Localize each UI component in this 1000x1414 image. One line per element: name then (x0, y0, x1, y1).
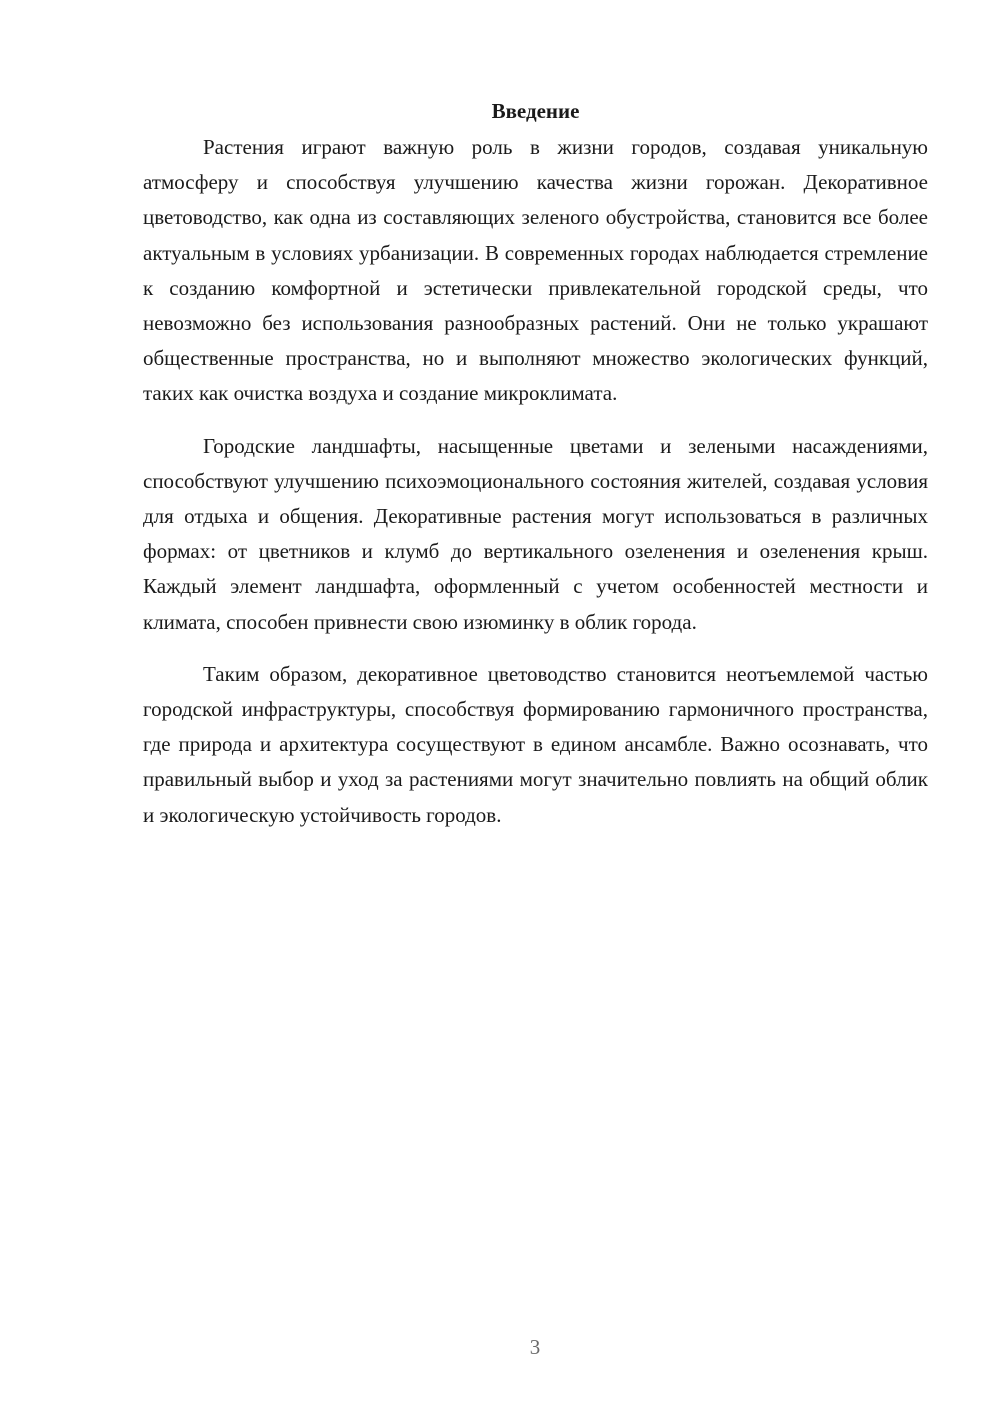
section-title: Введение (491, 99, 580, 123)
paragraph-2: Городские ландшафты, насыщенные цветами и зелеными насаждениями, способствуют улучшению психоэмоционального состояния жителей, создавая условия для отдыха и общения. Декоративные растения могут использоваться в различных формах: от цветников и клумб до вертикального озеленения и озеленения крыш. Каждый элемент ландшафта, оформленный с учетом особенностей местности и климата, способен привнести свою изюминку в облик города. (143, 433, 928, 634)
page-number: 3 (529, 1335, 541, 1359)
paragraph-1: Растения играют важную роль в жизни городов, создавая уникальную атмосферу и способствуя улучшению качества жизни горожан. Декоративное цветоводство, как одна из составляющих зеленого обустройства, становится все более актуальным в условиях урбанизации. В современных городах наблюдается стремление к созданию комфортной и эстетически привлекательной городской среды, что невозможно без использования разнообразных растений. Они не только украшают общественные пространства, но и выполняют множество экологических функций, таких как очистка воздуха и создание микроклимата. (143, 135, 928, 406)
page-content (143, 96, 928, 850)
paragraph-3: Таким образом, декоративное цветоводство становится неотъемлемой частью городской инфраструктуры, способствуя формированию гармоничного пространства, где природа и архитектура сосуществуют в едином ансамбле. Важно осознавать, что правильный выбор и уход за растениями могут значительно повлиять на общий облик и экологическую устойчивость городов. (143, 661, 928, 827)
